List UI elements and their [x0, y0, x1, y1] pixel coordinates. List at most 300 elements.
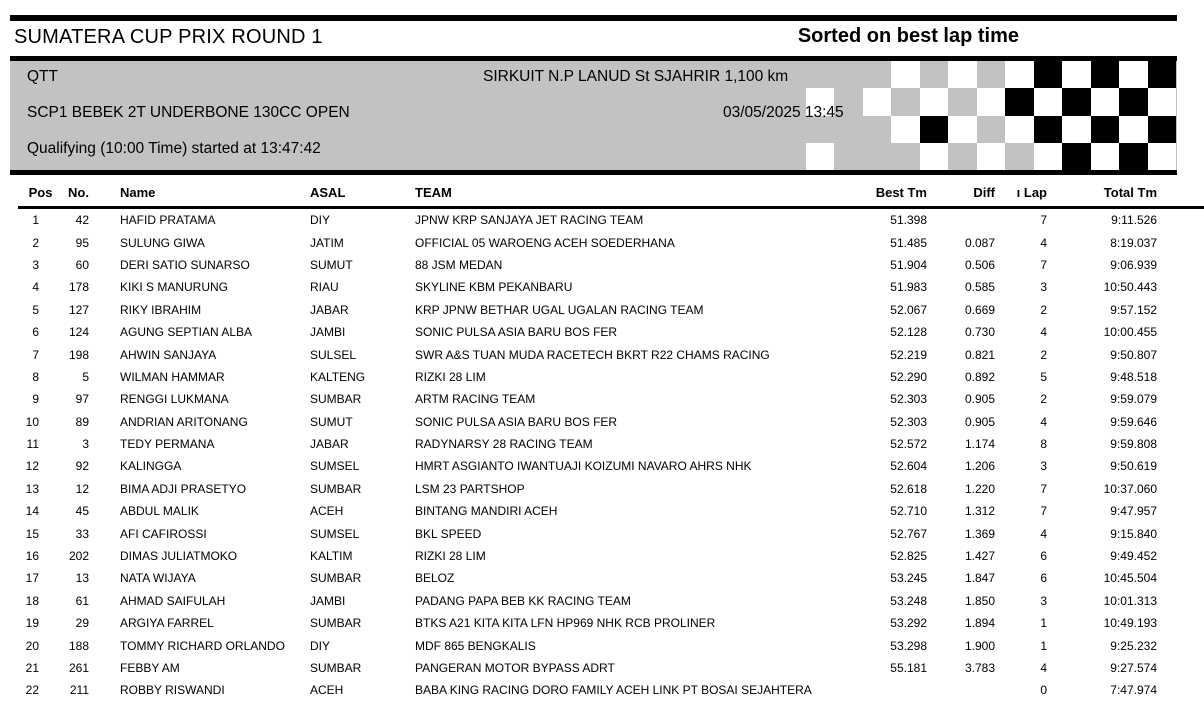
cell-no: 95	[75, 235, 89, 250]
title-row	[10, 21, 1177, 56]
checkered-flag	[806, 61, 1176, 170]
cell-best: 51.904	[890, 257, 927, 272]
cell-best: 53.292	[890, 616, 927, 631]
cell-diff: 1.850	[964, 593, 995, 608]
cell-no: 97	[75, 392, 89, 407]
band-bottom-rule	[10, 170, 1177, 175]
cell-best: 52.290	[890, 369, 927, 384]
flag-cell	[1005, 61, 1033, 88]
col-header-diff: Diff	[973, 184, 995, 200]
flag-cell	[863, 116, 891, 143]
cell-diff: 1.312	[964, 504, 995, 519]
flag-cell	[920, 88, 948, 115]
table-row	[18, 231, 1204, 253]
cell-best: 53.248	[890, 593, 927, 608]
cell-best: 52.604	[890, 459, 927, 474]
cell-pos: 9	[32, 392, 39, 407]
cell-spacer	[1165, 299, 1204, 321]
flag-cell	[1062, 88, 1090, 115]
cell-team: BABA KING RACING DORO FAMILY ACEH LINK PT BOSAI SEJAHTERA	[415, 683, 812, 698]
cell-name: ANDRIAN ARITONANG	[120, 414, 248, 429]
cell-total: 9:47.957	[1110, 504, 1157, 519]
cell-total: 9:59.808	[1110, 437, 1157, 452]
cell-best: 52.303	[890, 392, 927, 407]
cell-total: 9:49.452	[1110, 549, 1157, 564]
cell-team: SONIC PULSA ASIA BARU BOS FER	[415, 414, 618, 429]
cell-lap: 4	[1040, 414, 1047, 429]
cell-lap: 7	[1040, 213, 1047, 228]
cell-spacer	[1165, 276, 1204, 298]
flag-cell	[1091, 61, 1119, 88]
cell-name: KIKI S MANURUNG	[120, 280, 229, 295]
cell-name: HAFID PRATAMA	[120, 213, 216, 228]
cell-best: 52.219	[890, 347, 927, 362]
cell-no: 29	[75, 616, 89, 631]
cell-asal: SUMBAR	[310, 571, 362, 586]
cell-lap: 4	[1040, 661, 1047, 675]
cell-best: 52.572	[890, 437, 927, 452]
flag-cell	[1034, 116, 1062, 143]
cell-team: BKL SPEED	[415, 526, 482, 541]
cell-diff	[935, 208, 1003, 232]
cell-no: 127	[68, 302, 89, 317]
flag-cell	[1034, 61, 1062, 88]
cell-team: SKYLINE KBM PEKANBARU	[415, 280, 573, 295]
cell-spacer	[1165, 321, 1204, 343]
cell-pos: 16	[25, 549, 39, 564]
cell-spacer	[1165, 567, 1204, 589]
table-row	[18, 679, 1204, 701]
cell-spacer	[1165, 366, 1204, 388]
cell-total: 9:11.526	[1111, 213, 1157, 228]
cell-diff: 1.220	[964, 481, 995, 496]
table-row	[18, 433, 1204, 455]
cell-total: 10:37.060	[1103, 481, 1157, 496]
flag-cell	[977, 143, 1005, 170]
cell-best: 51.485	[890, 235, 927, 250]
cell-spacer	[1165, 388, 1204, 410]
cell-lap: 3	[1040, 280, 1047, 295]
flag-cell	[1148, 143, 1176, 170]
flag-cell	[948, 116, 976, 143]
cell-total: 9:50.807	[1110, 347, 1157, 362]
cell-no: 13	[75, 571, 89, 586]
cell-total: 9:57.152	[1110, 302, 1157, 317]
flag-cell	[863, 143, 891, 170]
class-name: SCP1 BEBEK 2T UNDERBONE 130CC OPEN	[27, 104, 350, 121]
table-row	[18, 388, 1204, 410]
cell-asal: JAMBI	[310, 593, 346, 608]
cell-lap: 0	[1040, 683, 1047, 698]
cell-spacer	[1165, 590, 1204, 612]
cell-name: NATA WIJAYA	[120, 571, 196, 586]
cell-total: 9:59.079	[1110, 392, 1157, 407]
flag-cell	[1091, 143, 1119, 170]
cell-best: 52.710	[890, 504, 927, 519]
flag-cell	[920, 143, 948, 170]
cell-best: 52.767	[890, 526, 927, 541]
cell-lap: 1	[1040, 638, 1047, 653]
session-info: Qualifying (10:00 Time) started at 13:47:42	[27, 140, 321, 157]
col-header-team: TEAM	[415, 184, 452, 200]
cell-team: OFFICIAL 05 WAROENG ACEH SOEDERHANA	[415, 235, 675, 250]
cell-lap: 4	[1040, 235, 1047, 250]
cell-lap: 6	[1040, 549, 1047, 564]
cell-asal: RIAU	[310, 280, 339, 295]
flag-cell	[834, 143, 862, 170]
flag-cell	[977, 88, 1005, 115]
cell-name: KALINGGA	[120, 459, 182, 474]
cell-team: RIZKI 28 LIM	[415, 369, 486, 384]
table-row	[18, 634, 1204, 656]
cell-lap: 2	[1040, 392, 1047, 407]
cell-no: 12	[75, 481, 89, 496]
table-row	[18, 657, 1204, 679]
cell-pos: 15	[25, 526, 39, 541]
cell-spacer	[1165, 612, 1204, 634]
results-body	[18, 208, 1204, 702]
cell-diff: 1.427	[964, 549, 995, 564]
table-row	[18, 612, 1204, 634]
cell-pos: 2	[32, 235, 39, 250]
cell-name: AGUNG SEPTIAN ALBA	[120, 325, 253, 340]
flag-cell	[1062, 143, 1090, 170]
cell-pos: 4	[32, 280, 39, 295]
table-row	[18, 411, 1204, 433]
cell-diff: 0.087	[964, 235, 995, 250]
cell-best: 52.067	[890, 302, 927, 317]
cell-diff: 1.900	[964, 638, 995, 653]
cell-total: 10:49.193	[1103, 616, 1157, 631]
flag-cell	[1062, 116, 1090, 143]
cell-name: FEBBY AM	[120, 661, 180, 675]
col-header-best-tm: Best Tm	[875, 184, 927, 200]
cell-no: 188	[68, 638, 89, 653]
cell-best: 53.298	[890, 638, 927, 653]
flag-cell	[1148, 61, 1176, 88]
cell-lap: 6	[1040, 571, 1047, 586]
col-header-pos: Pos	[28, 184, 53, 200]
cell-best: 51.983	[890, 280, 927, 295]
cell-no: 33	[75, 526, 89, 541]
cell-spacer	[1165, 478, 1204, 500]
cell-team: HMRT ASGIANTO IWANTUAJI KOIZUMI NAVARO AHRS NHK	[415, 459, 752, 474]
cell-no: 42	[75, 213, 89, 228]
flag-cell	[806, 143, 834, 170]
flag-cell	[977, 116, 1005, 143]
col-header-lap: ı Lap	[1016, 184, 1047, 200]
cell-no: 89	[75, 414, 89, 429]
flag-cell	[806, 61, 834, 88]
cell-name: WILMAN HAMMAR	[120, 369, 225, 384]
cell-name: AFI CAFIROSSI	[120, 526, 207, 541]
cell-pos: 1	[32, 213, 39, 228]
cell-lap: 7	[1040, 257, 1047, 272]
cell-best: 52.825	[890, 549, 927, 564]
cell-spacer	[1165, 254, 1204, 276]
cell-lap: 7	[1040, 481, 1047, 496]
cell-diff: 0.730	[964, 325, 995, 340]
cell-total: 10:01.313	[1103, 593, 1157, 608]
cell-best: 53.245	[890, 571, 927, 586]
event-info-band	[10, 61, 1177, 170]
flag-cell	[1148, 88, 1176, 115]
circuit-name: SIRKUIT N.P LANUD St SJAHRIR 1,100 km	[483, 68, 789, 85]
cell-pos: 21	[25, 661, 39, 675]
page-title: SUMATERA CUP PRIX ROUND 1	[14, 26, 323, 48]
cell-asal: JABAR	[310, 437, 349, 452]
cell-no: 60	[75, 257, 89, 272]
cell-pos: 5	[32, 302, 39, 317]
table-row	[18, 500, 1204, 522]
cell-diff: 1.206	[964, 459, 995, 474]
cell-total: 9:15.840	[1110, 526, 1157, 541]
cell-asal: SUMSEL	[310, 526, 360, 541]
cell-best: 51.398	[890, 213, 927, 228]
cell-total: 8:19.037	[1110, 235, 1157, 250]
cell-team: KRP JPNW BETHAR UGAL UGALAN RACING TEAM	[415, 302, 704, 317]
cell-team: 88 JSM MEDAN	[415, 257, 503, 272]
cell-asal: SUMBAR	[310, 661, 362, 675]
cell-diff: 1.369	[964, 526, 995, 541]
cell-asal: JABAR	[310, 302, 349, 317]
col-header-spacer	[1165, 178, 1204, 208]
cell-pos: 20	[25, 638, 39, 653]
table-row	[18, 299, 1204, 321]
cell-total: 7:47.974	[1110, 683, 1157, 698]
cell-asal: JAMBI	[310, 325, 346, 340]
cell-asal: JATIM	[310, 235, 344, 250]
cell-team: BTKS A21 KITA KITA LFN HP969 NHK RCB PROLINER	[415, 616, 716, 631]
cell-pos: 22	[25, 683, 39, 698]
cell-spacer	[1165, 657, 1204, 679]
cell-asal: DIY	[310, 638, 331, 653]
cell-lap: 4	[1040, 325, 1047, 340]
cell-asal: KALTENG	[310, 369, 366, 384]
cell-lap: 8	[1040, 437, 1047, 452]
cell-spacer	[1165, 343, 1204, 365]
cell-name: DIMAS JULIATMOKO	[120, 549, 238, 564]
flag-cell	[1005, 116, 1033, 143]
cell-name: AHMAD SAIFULAH	[120, 593, 226, 608]
flag-cell	[948, 143, 976, 170]
cell-team: LSM 23 PARTSHOP	[415, 481, 525, 496]
cell-lap: 2	[1040, 347, 1047, 362]
cell-no: 178	[68, 280, 89, 295]
table-row	[18, 208, 1204, 232]
event-datetime: 03/05/2025 13:45	[723, 104, 844, 121]
results-table	[18, 178, 1204, 702]
cell-name: ROBBY RISWANDI	[120, 683, 225, 698]
cell-pos: 14	[25, 504, 39, 519]
cell-asal: DIY	[310, 213, 331, 228]
cell-pos: 13	[25, 481, 39, 496]
flag-cell	[920, 61, 948, 88]
flag-cell	[948, 88, 976, 115]
cell-spacer	[1165, 545, 1204, 567]
cell-lap: 5	[1040, 369, 1047, 384]
header-row	[18, 178, 1204, 208]
cell-asal: ACEH	[310, 683, 344, 698]
table-row	[18, 254, 1204, 276]
cell-team: SWR A&S TUAN MUDA RACETECH BKRT R22 CHAMS RACING	[415, 347, 770, 362]
cell-no: 3	[82, 437, 89, 452]
cell-best: 52.618	[890, 481, 927, 496]
cell-spacer	[1165, 411, 1204, 433]
cell-spacer	[1165, 433, 1204, 455]
cell-pos: 19	[25, 616, 39, 631]
cell-diff: 1.894	[964, 616, 995, 631]
cell-diff: 1.174	[964, 437, 995, 452]
flag-cell	[1148, 116, 1176, 143]
flag-cell	[1119, 143, 1147, 170]
cell-diff: 0.585	[964, 280, 995, 295]
cell-pos: 18	[25, 593, 39, 608]
col-header-no: No.	[68, 184, 89, 200]
cell-best: 52.303	[890, 414, 927, 429]
col-header-total-tm: Total Tm	[1103, 184, 1157, 200]
cell-total: 9:27.574	[1110, 661, 1157, 675]
cell-lap: 1	[1040, 616, 1047, 631]
cell-diff: 0.905	[964, 392, 995, 407]
cell-diff: 1.847	[964, 571, 995, 586]
cell-asal: SUMBAR	[310, 392, 362, 407]
flag-cell	[834, 61, 862, 88]
cell-no: 211	[69, 683, 89, 698]
cell-asal: SUMBAR	[310, 481, 362, 496]
cell-asal: ACEH	[310, 504, 344, 519]
flag-cell	[920, 116, 948, 143]
cell-pos: 11	[26, 437, 39, 452]
flag-cell	[891, 61, 919, 88]
flag-cell	[1119, 88, 1147, 115]
col-header-name: Name	[120, 184, 156, 200]
cell-no: 124	[68, 325, 89, 340]
cell-asal: SUMUT	[310, 414, 353, 429]
cell-no: 261	[68, 661, 89, 675]
cell-total: 10:00.455	[1103, 325, 1157, 340]
cell-team: RADYNARSY 28 RACING TEAM	[415, 437, 593, 452]
cell-lap: 2	[1040, 302, 1047, 317]
flag-cell	[891, 143, 919, 170]
cell-name: ARGIYA FARREL	[120, 616, 214, 631]
flag-cell	[948, 61, 976, 88]
cell-total: 9:06.939	[1110, 257, 1157, 272]
cell-spacer	[1165, 500, 1204, 522]
cell-name: BIMA ADJI PRASETYO	[120, 481, 247, 496]
flag-cell	[1062, 61, 1090, 88]
cell-best	[863, 679, 935, 701]
cell-lap: 4	[1040, 526, 1047, 541]
cell-lap: 3	[1040, 459, 1047, 474]
cell-diff: 0.669	[964, 302, 995, 317]
table-row	[18, 545, 1204, 567]
flag-cell	[863, 88, 891, 115]
table-row	[18, 590, 1204, 612]
cell-team: BELOZ	[415, 571, 455, 586]
cell-pos: 3	[32, 257, 39, 272]
cell-team: PANGERAN MOTOR BYPASS ADRT	[415, 661, 615, 675]
flag-cell	[1091, 116, 1119, 143]
table-row	[18, 343, 1204, 365]
cell-pos: 7	[32, 347, 39, 362]
cell-asal: SULSEL	[310, 347, 357, 362]
cell-diff	[935, 679, 1003, 701]
cell-total: 10:50.443	[1103, 280, 1157, 295]
cell-no: 198	[68, 347, 89, 362]
cell-pos: 12	[25, 459, 39, 474]
cell-pos: 6	[32, 325, 39, 340]
cell-spacer	[1165, 455, 1204, 477]
cell-pos: 8	[32, 369, 39, 384]
flag-cell	[1091, 88, 1119, 115]
flag-cell	[1119, 61, 1147, 88]
table-row	[18, 366, 1204, 388]
cell-diff: 3.783	[964, 661, 995, 675]
cell-diff: 0.905	[964, 414, 995, 429]
cell-name: RENGGI LUKMANA	[120, 392, 229, 407]
cell-asal: SUMUT	[310, 257, 353, 272]
flag-cell	[1005, 88, 1033, 115]
table-row	[18, 478, 1204, 500]
cell-name: SULUNG GIWA	[120, 235, 205, 250]
cell-spacer	[1165, 634, 1204, 656]
cell-spacer	[1165, 231, 1204, 253]
col-header-asal: ASAL	[310, 184, 346, 200]
cell-name: TOMMY RICHARD ORLANDO	[120, 638, 285, 653]
flag-cell	[891, 116, 919, 143]
cell-total: 9:48.518	[1110, 369, 1157, 384]
cell-name: DERI SATIO SUNARSO	[120, 257, 250, 272]
table-row	[18, 276, 1204, 298]
cell-name: AHWIN SANJAYA	[120, 347, 217, 362]
table-row	[18, 321, 1204, 343]
cell-team: MDF 865 BENGKALIS	[415, 638, 536, 653]
cell-team: JPNW KRP SANJAYA JET RACING TEAM	[415, 213, 644, 228]
cell-best: 55.181	[890, 661, 927, 675]
cell-team: RIZKI 28 LIM	[415, 549, 486, 564]
cell-total: 9:59.646	[1110, 414, 1157, 429]
cell-name: TEDY PERMANA	[120, 437, 215, 452]
cell-lap: 7	[1040, 504, 1047, 519]
table-row	[18, 567, 1204, 589]
cell-best: 52.128	[890, 325, 927, 340]
cell-spacer	[1165, 679, 1204, 701]
cell-asal: SUMBAR	[310, 616, 362, 631]
cell-asal: SUMSEL	[310, 459, 360, 474]
cell-no: 92	[75, 459, 89, 474]
cell-pos: 17	[25, 571, 39, 586]
cell-diff: 0.892	[964, 369, 995, 384]
cell-team: SONIC PULSA ASIA BARU BOS FER	[415, 325, 618, 340]
flag-cell	[1005, 143, 1033, 170]
cell-name: ABDUL MALIK	[120, 504, 199, 519]
cell-team: ARTM RACING TEAM	[415, 392, 536, 407]
cell-name: RIKY IBRAHIM	[120, 302, 202, 317]
flag-cell	[891, 88, 919, 115]
cell-team: BINTANG MANDIRI ACEH	[415, 504, 558, 519]
cell-lap: 3	[1040, 593, 1047, 608]
flag-cell	[1119, 116, 1147, 143]
table-row	[18, 522, 1204, 544]
cell-team: PADANG PAPA BEB KK RACING TEAM	[415, 593, 631, 608]
flag-cell	[863, 61, 891, 88]
cell-total: 10:45.504	[1103, 571, 1157, 586]
cell-no: 61	[75, 593, 89, 608]
cell-no: 5	[82, 369, 89, 384]
cell-spacer	[1165, 208, 1204, 232]
cell-total: 9:25.232	[1110, 638, 1157, 653]
